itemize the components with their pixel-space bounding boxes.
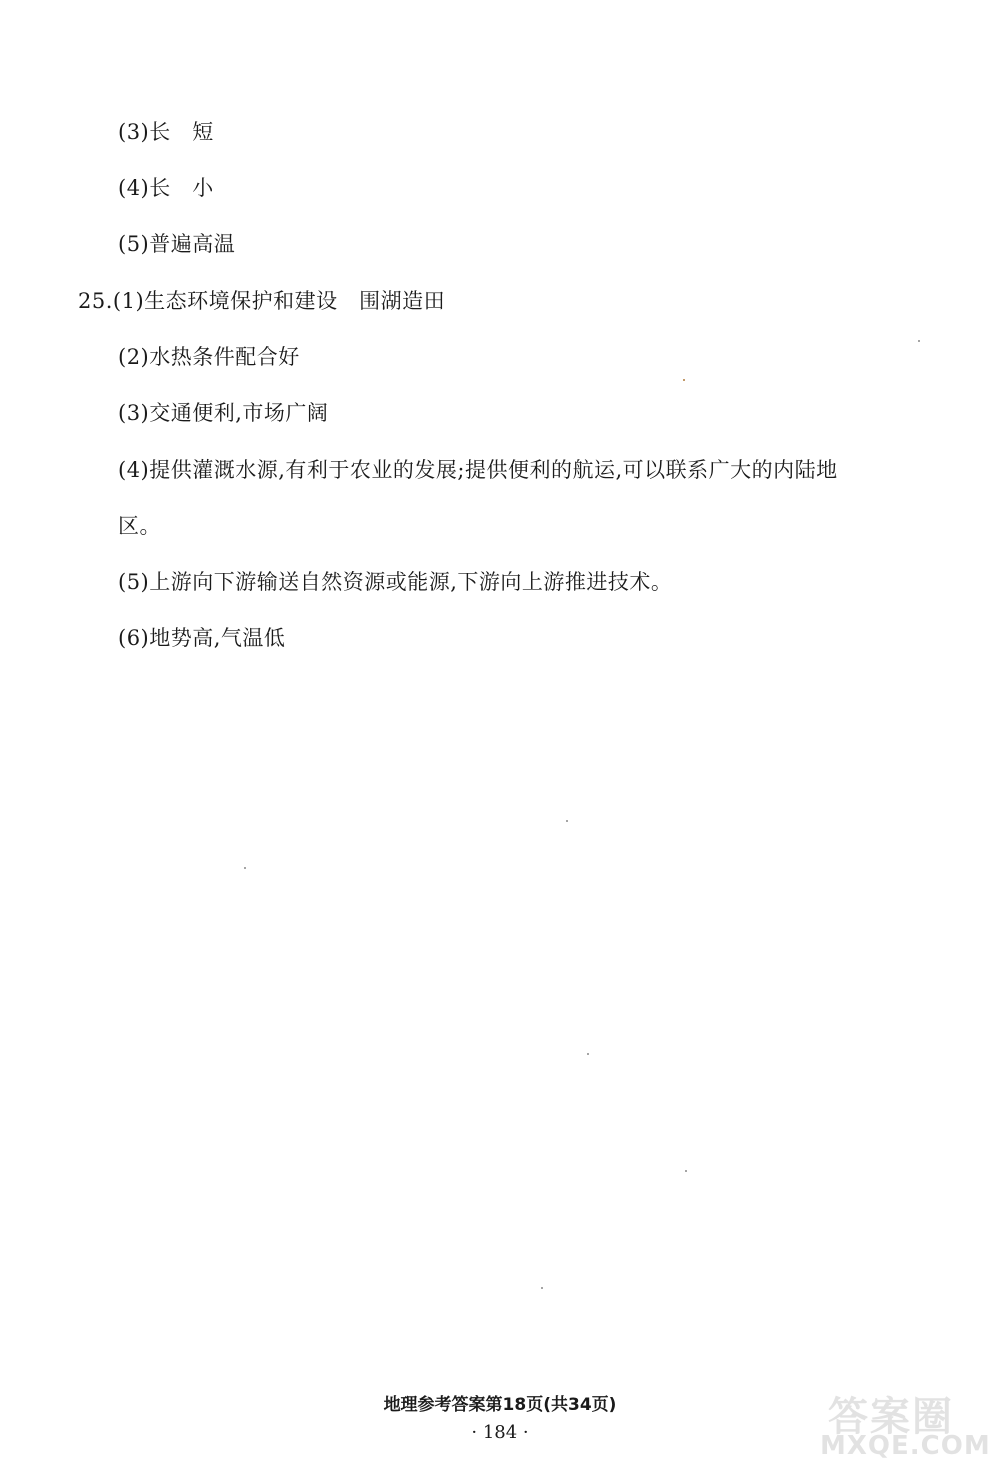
question-25-part-4: (4)提供灌溉水源,有利于农业的发展;提供便利的航运,可以联系广大的内陆地 (118, 458, 838, 482)
page-number: · 184 · (471, 1422, 529, 1443)
scan-speck (566, 820, 568, 822)
question-25-part-2: (2)水热条件配合好 (118, 345, 300, 369)
answer-line-3: (3)长 短 (118, 120, 214, 144)
question-25-part-6: (6)地势高,气温低 (118, 626, 286, 650)
scan-speck (244, 867, 246, 869)
footer-title: 地理参考答案第18页(共34页) (383, 1395, 617, 1415)
scan-speck (918, 340, 920, 342)
watermark-logo (800, 1385, 990, 1465)
scan-speck (685, 1170, 687, 1172)
scan-speck (683, 379, 685, 381)
watermark-text-cn: 答案圈 (828, 1394, 954, 1440)
answer-line-5: (5)普遍高温 (118, 232, 236, 256)
answer-line-4: (4)长 小 (118, 176, 214, 200)
scan-speck (587, 1053, 589, 1055)
question-25-part-5: (5)上游向下游输送自然资源或能源,下游向上游推进技术。 (118, 570, 673, 594)
question-25-part-1: 25.(1)生态环境保护和建设 围湖造田 (78, 289, 446, 313)
scan-speck (541, 1287, 543, 1289)
watermark-text-en: MXQE.COM (820, 1431, 991, 1461)
question-25-part-4-continued: 区。 (118, 514, 161, 538)
question-25-part-3: (3)交通便利,市场广阔 (118, 401, 329, 425)
